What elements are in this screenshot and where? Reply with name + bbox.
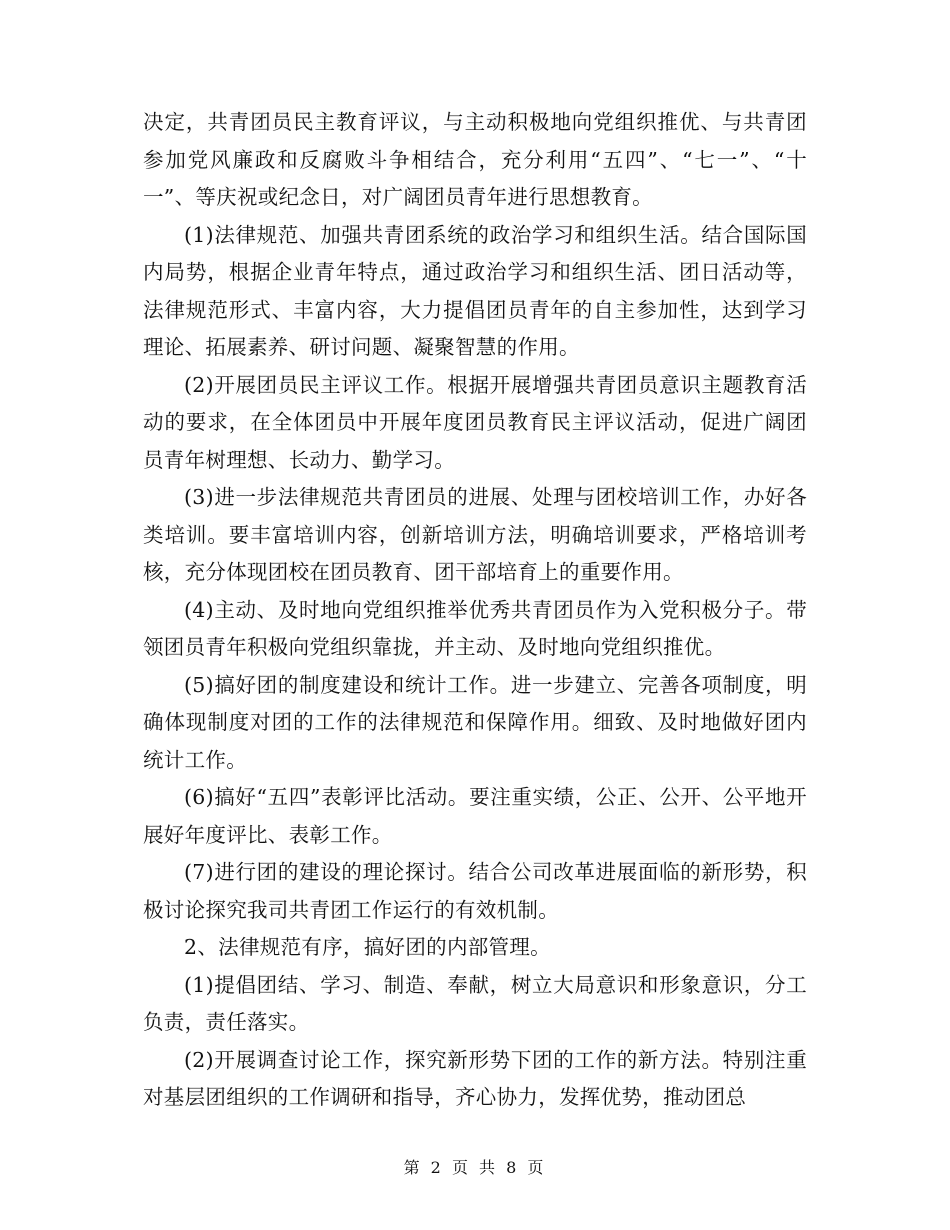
paragraph-3: (2)开展团员民主评议工作。根据开展增强共青团员意识主题教育活动的要求，在全体团员中开展年度团员教育民主评议活动，促进广阔团员青年树理想、长动力、勤学习。 [143, 372, 807, 472]
page-number-footer: 第 2 页 共 8 页 [403, 1158, 547, 1177]
paragraph-8: (7)进行团的建设的理论探讨。结合公司改革进展面临的新形势，积极讨论探究我司共青团工作运行的有效机制。 [143, 860, 807, 922]
paragraph-4: (3)进一步法律规范共青团员的进展、处理与团校培训工作，办好各类培训。要丰富培训内容，创新培训方法，明确培训要求，严格培训考核，充分体现团校在团员教育、团干部培育上的重要作用。 [143, 485, 807, 584]
paragraph-6: (5)搞好团的制度建设和统计工作。进一步建立、完善各项制度，明确体现制度对团的工作的法律规范和保障作用。细致、及时地做好团内统计工作。 [143, 672, 807, 772]
paragraph-2: (1)法律规范、加强共青团系统的政治学习和组织生活。结合国际国内局势，根据企业青年特点，通过政治学习和组织生活、团日活动等，法律规范形式、丰富内容，大力提倡团员青年的自主参加性，达到学习理论、拓展素养、研讨问题、凝聚智慧的作用。 [143, 222, 807, 359]
paragraph-9: 2、法律规范有序，搞好团的内部管理。 [184, 935, 551, 959]
paragraph-7: (6)搞好“五四”表彰评比活动。要注重实绩，公正、公开、公平地开展好年度评比、表彰工作。 [143, 785, 807, 847]
paragraph-10: (1)提倡团结、学习、制造、奉献，树立大局意识和形象意识，分工负责，责任落实。 [143, 972, 807, 1034]
document-body [143, 104, 807, 1117]
paragraph-5: (4)主动、及时地向党组织推举优秀共青团员作为入党积极分子。带领团员青年积极向党组织靠拢，并主动、及时地向党组织推优。 [143, 597, 807, 659]
paragraph-1: 决定，共青团员民主教育评议，与主动积极地向党组织推优、与共青团参加党风廉政和反腐败斗争相结合，充分利用“五四”、“七一”、“十一”、等庆祝或纪念日，对广阔团员青年进行思想教育。 [143, 110, 807, 209]
paragraph-11: (2)开展调查讨论工作，探究新形势下团的工作的新方法。特别注重对基层团组织的工作调研和指导，齐心协力，发挥优势，推动团总 [143, 1047, 807, 1109]
